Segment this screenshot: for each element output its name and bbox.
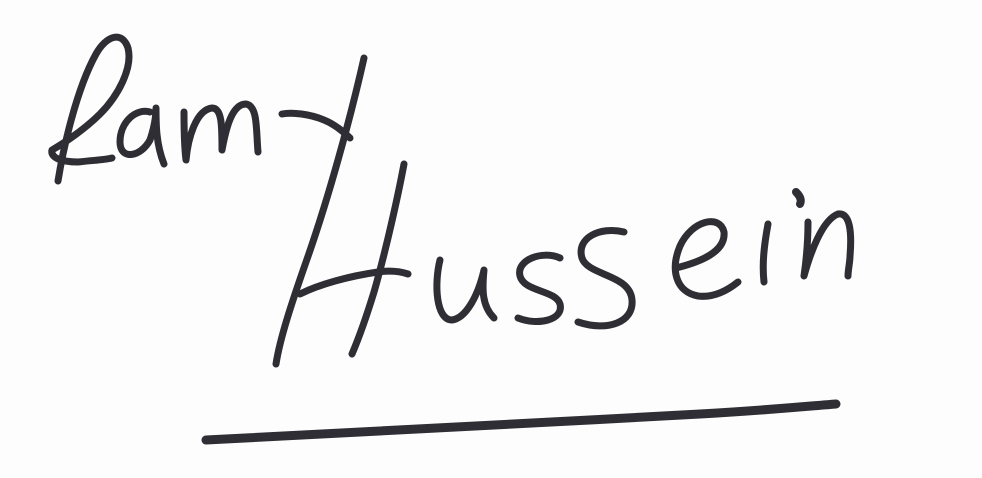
letter-s1-stroke bbox=[518, 255, 560, 321]
letter-e-stroke bbox=[675, 222, 738, 297]
letter-n-stroke bbox=[804, 214, 851, 276]
letter-a-stroke bbox=[120, 108, 164, 164]
letter-h-right-stem bbox=[352, 164, 404, 354]
letter-r-stroke bbox=[52, 37, 129, 181]
signature-last-name bbox=[300, 164, 851, 354]
letter-i-stroke bbox=[763, 224, 768, 282]
signature-underline bbox=[206, 404, 836, 440]
letter-y-stroke bbox=[282, 113, 350, 138]
letter-h-crossbar bbox=[300, 271, 408, 294]
letter-u-stroke bbox=[437, 260, 494, 320]
letter-i-dot bbox=[796, 192, 801, 204]
letter-y-descender bbox=[276, 58, 364, 364]
letter-s2-stroke bbox=[578, 230, 632, 325]
signature-first-name bbox=[52, 37, 364, 364]
letter-m-stroke bbox=[184, 104, 258, 160]
